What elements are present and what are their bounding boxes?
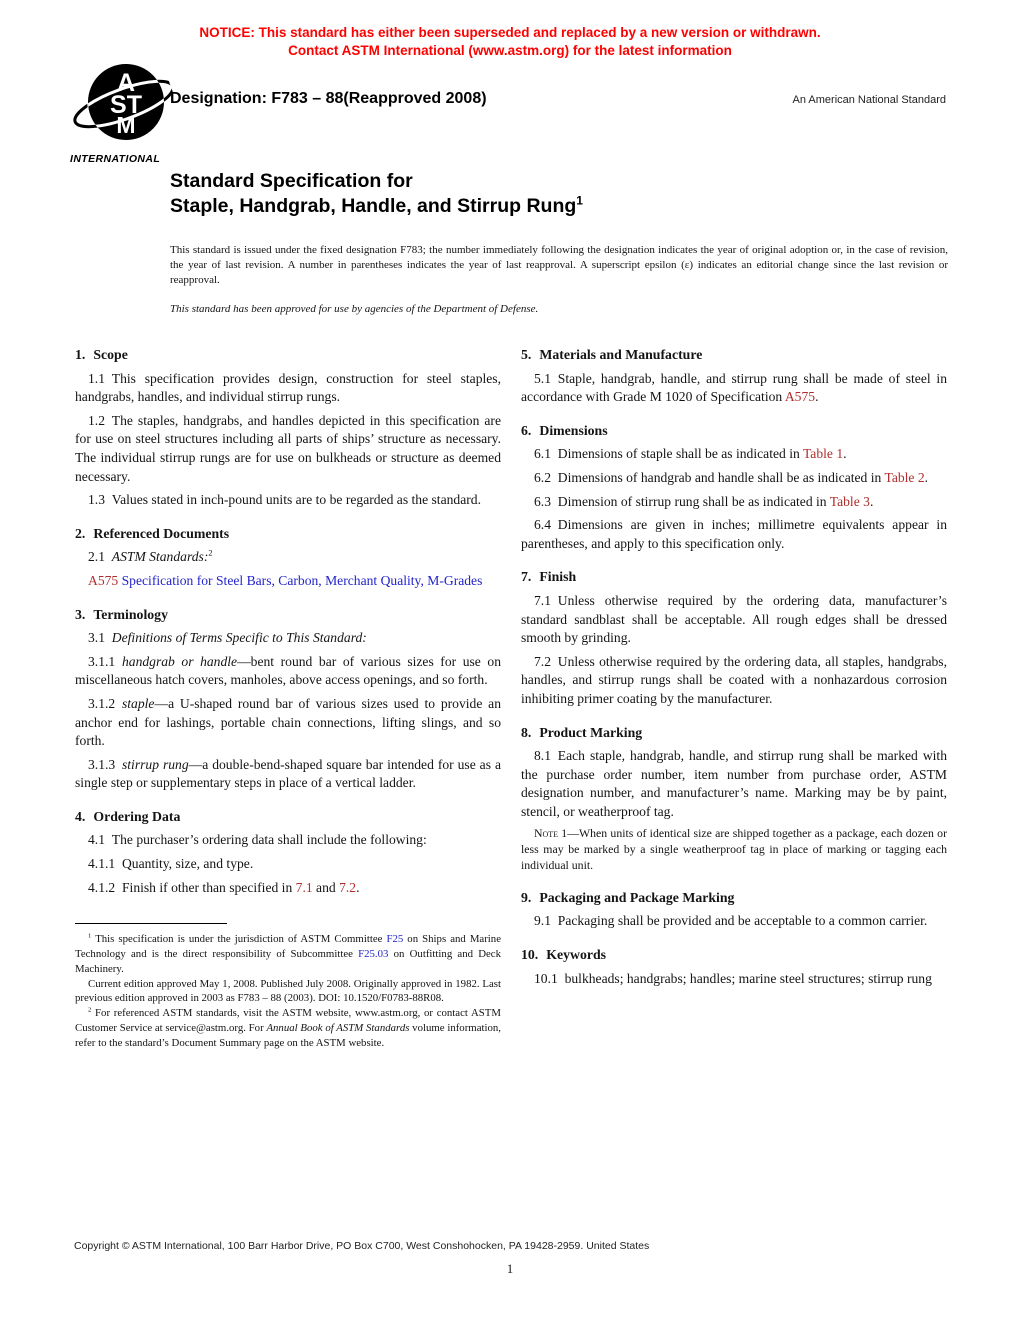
para-1-2: 1.2 The staples, handgrabs, and handles depicted in this specification are for use on steel structures including all parts of ships’ structure as necessary. The individual stirrup rungs are for use on bulkheads or structure as deemed necessary. xyxy=(75,412,501,484)
a575-standard-title[interactable]: Specification for Steel Bars, Carbon, Merchant Quality, M-Grades xyxy=(118,572,483,588)
section-7-title: Finish xyxy=(539,569,577,585)
section-5-heading xyxy=(521,346,947,365)
note-1-text: —When units of identical size are shipped together as a package, each dozen or less may be marked by a single weatherproof tag in place of marking or tagging each individual unit. xyxy=(521,826,947,873)
term-staple: staple xyxy=(121,695,155,711)
title-line2-text: Staple, Handgrab, Handle, and Stirrup Rung xyxy=(170,195,577,217)
referenced-standard-item xyxy=(75,572,501,591)
para-1-3: 1.3 Values stated in inch-pound units are to be regarded as the standard. xyxy=(88,492,481,508)
astm-logo-globe-icon xyxy=(70,60,174,152)
logo-letter-row2: ST xyxy=(110,91,142,119)
para-3-1-1-text: —bent round bar of various sizes for use on miscellaneous hatch covers, manholes, above access openings, and so forth. xyxy=(75,653,502,688)
para-3-1-1 xyxy=(75,653,501,690)
notice-line1: NOTICE: This standard has either been superseded and replaced by a new version or withdrawn. xyxy=(199,25,821,40)
section-6-title: Dimensions xyxy=(539,422,608,438)
para-5-1-end: . xyxy=(815,389,819,405)
section-10-number: 10. xyxy=(521,947,539,963)
title-footnote-marker: 1 xyxy=(576,193,584,208)
para-5-1 xyxy=(521,370,947,407)
section-3-title: Terminology xyxy=(93,606,168,622)
section-1-number: 1. xyxy=(75,347,86,362)
title-line2 xyxy=(170,194,583,219)
section-8-number: 8. xyxy=(521,724,532,740)
section-4-number: 4. xyxy=(75,808,86,824)
section-3-number: 3. xyxy=(75,606,86,622)
link-f25[interactable]: F25 xyxy=(386,933,404,946)
para-6-2-text: 6.2 Dimensions of handgrab and handle shall be as indicated in xyxy=(534,469,885,485)
para-4-1-2-end: . xyxy=(356,879,360,895)
para-3-1-italic: Definitions of Terms Specific to This Standard: xyxy=(111,630,367,646)
left-column xyxy=(75,346,501,1051)
link-table-2[interactable]: Table 2 xyxy=(884,469,925,485)
para-10-1: 10.1 bulkheads; handgrabs; handles; marine steel structures; stirrup rung xyxy=(534,970,932,986)
section-9-title: Packaging and Package Marking xyxy=(539,889,735,905)
para-9-1: 9.1 Packaging shall be provided and be acceptable to a common carrier. xyxy=(534,913,928,929)
para-3-1-2-text: —a U-shaped round bar of various sizes used to provide an anchor end for lashings, portable chain connections, lifting slings, and so forth. xyxy=(75,695,501,749)
footnotes-block xyxy=(75,932,501,1050)
para-7-2: 7.2 Unless otherwise required by the ordering data, all staples, handgrabs, handles, and stirrup rungs shall be coated with a nonhazardous corrosion inhibiting primer coating by the manufacturer. xyxy=(521,653,947,706)
footnote-2-post: volume information, refer to the standard’s Document Summary page on the ASTM website. xyxy=(75,1022,501,1049)
para-7-1: 7.1 Unless otherwise required by the ordering data, manufacturer’s standard sandblast shall be acceptable. All rough edges shall be dressed smooth by grinding. xyxy=(521,592,947,646)
para-2-1-footnote-marker: 2 xyxy=(208,547,213,558)
para-3-1-2-number: 3.1.2 xyxy=(88,695,122,711)
para-6-2-end: . xyxy=(924,469,929,485)
section-2-number: 2. xyxy=(75,525,86,541)
section-4-title: Ordering Data xyxy=(93,808,181,824)
para-2-1-italic: ASTM Standards: xyxy=(111,549,209,565)
document-title xyxy=(170,169,583,219)
two-column-body xyxy=(75,346,947,1051)
para-3-1-1-number: 3.1.1 xyxy=(88,653,122,669)
para-3-1 xyxy=(75,629,501,648)
para-2-1 xyxy=(75,548,501,567)
link-table-3[interactable]: Table 3 xyxy=(829,493,870,509)
logo-letter-row1: A xyxy=(116,69,136,97)
para-3-1-3-number: 3.1.3 xyxy=(88,756,122,772)
section-8-heading xyxy=(521,724,947,743)
para-6-3 xyxy=(521,493,947,512)
para-4-1-2-mid: and xyxy=(312,879,340,895)
national-standard-label: An American National Standard xyxy=(792,94,946,106)
section-6-heading xyxy=(521,422,947,441)
dod-approval-line: This standard has been approved for use by agencies of the Department of Defense. xyxy=(170,303,539,315)
section-1-title: Scope xyxy=(93,347,128,362)
para-3-1-3-text: —a double-bend-shaped square bar intended for use as a single step or supplementary steps in place of a vertical ladder. xyxy=(75,756,501,791)
para-3-1-2 xyxy=(75,695,501,751)
section-6-number: 6. xyxy=(521,422,532,438)
footnote-1-mid: on Ships and Marine Technology and is the direct responsibility of Subcommittee xyxy=(75,933,501,961)
right-column xyxy=(521,346,947,1051)
section-1-heading xyxy=(75,346,501,365)
section-9-heading xyxy=(521,889,947,908)
para-6-2 xyxy=(521,469,947,488)
astm-logo-caption: INTERNATIONAL xyxy=(70,153,161,165)
section-3-heading xyxy=(75,606,501,625)
section-10-title: Keywords xyxy=(546,947,607,963)
astm-logo xyxy=(70,60,180,165)
para-6-4: 6.4 Dimensions are given in inches; millimetre equivalents appear in parentheses, and apply to this specification only. xyxy=(521,517,947,551)
term-stirrup-rung: stirrup rung xyxy=(121,756,189,772)
note-1 xyxy=(521,826,947,873)
section-4-heading xyxy=(75,808,501,827)
footnote-1-marker: 1 xyxy=(88,932,92,940)
section-5-title: Materials and Manufacture xyxy=(539,347,703,362)
footnote-edition: Current edition approved May 1, 2008. Published July 2008. Originally approved in 1982. Last previous edition approved in 2003 as F783 – 88 (2003). DOI: 10.1520/F0783-88R08. xyxy=(75,977,501,1005)
page-number: 1 xyxy=(506,1262,514,1276)
para-6-1 xyxy=(521,445,947,464)
para-6-3-end: . xyxy=(869,493,874,509)
section-5-number: 5. xyxy=(521,347,532,362)
link-f25-03[interactable]: F25.03 xyxy=(358,948,389,961)
link-7-2[interactable]: 7.2 xyxy=(339,879,357,895)
para-3-1-3 xyxy=(75,756,501,793)
para-5-1-text: 5.1 Staple, handgrab, handle, and stirrup rung shall be made of steel in accordance with Grade M 1020 of Specification xyxy=(521,370,947,405)
link-a575[interactable]: A575 xyxy=(88,572,119,588)
footnote-2-pre: For referenced ASTM standards, visit the ASTM website, www.astm.org, or contact ASTM Customer Service at service@astm.org. For xyxy=(75,1007,501,1035)
para-3-1-number: 3.1 xyxy=(88,630,112,646)
term-handgrab: handgrab or handle xyxy=(121,653,238,669)
para-6-1-end: . xyxy=(843,446,847,462)
section-7-number: 7. xyxy=(521,569,532,585)
footnote-2-italic: Annual Book of ASTM Standards xyxy=(266,1022,410,1035)
issuance-paragraph: This standard is issued under the fixed designation F783; the number immediately following the designation indicates the year of original adoption or, in the case of revision, the year of last revision. A number in parentheses indicates the year of last reapproval. A superscript epsilon (ε) indicates an editorial change since the last revision or reapproval. xyxy=(170,244,948,286)
footnote-1 xyxy=(75,932,501,976)
footnote-divider xyxy=(75,923,227,924)
link-table-1[interactable]: Table 1 xyxy=(802,446,844,462)
link-a575-2[interactable]: A575 xyxy=(784,389,816,405)
footnote-2 xyxy=(75,1006,501,1050)
notice-line2: Contact ASTM International (www.astm.org) for the latest information xyxy=(288,42,732,58)
section-10-heading xyxy=(521,946,947,965)
para-8-1: 8.1 Each staple, handgrab, handle, and stirrup rung shall be marked with the purchase order number, item number from purchase order, ASTM designation number, and manufacturer’s name. Marking may be by paint, stencil, or weatherproof tag. xyxy=(521,748,947,819)
footnote-1-post: on Outfitting and Deck Machinery. xyxy=(75,948,501,975)
para-4-1-1: 4.1.1 Quantity, size, and type. xyxy=(88,856,254,872)
para-4-1: 4.1 The purchaser’s ordering data shall include the following: xyxy=(88,832,427,848)
logo-letter-row3: M xyxy=(116,112,136,138)
section-2-heading xyxy=(75,525,501,544)
para-6-3-text: 6.3 Dimension of stirrup rung shall be as indicated in xyxy=(534,493,830,509)
link-7-1[interactable]: 7.1 xyxy=(295,879,313,895)
copyright-line: Copyright © ASTM International, 100 Barr Harbor Drive, PO Box C700, West Conshohocken, PA 19428-2959. United States xyxy=(74,1240,650,1252)
para-2-1-number: 2.1 xyxy=(88,549,112,565)
footnote-1-pre: This specification is under the jurisdiction of ASTM Committee xyxy=(91,933,387,946)
title-line1: Standard Specification for xyxy=(170,170,413,192)
para-6-1-text: 6.1 Dimensions of staple shall be as indicated in xyxy=(534,446,803,462)
section-9-number: 9. xyxy=(521,889,532,905)
supersession-notice xyxy=(0,24,1020,59)
para-1-1: 1.1 This specification provides design, construction for steel staples, handgrabs, handles, and individual stirrup rungs. xyxy=(75,370,501,405)
note-1-label: Note 1 xyxy=(534,826,568,841)
section-2-title: Referenced Documents xyxy=(93,525,230,541)
para-4-1-2 xyxy=(75,879,501,898)
footnote-2-marker: 2 xyxy=(88,1006,92,1014)
designation-line: Designation: F783 – 88(Reapproved 2008) xyxy=(170,90,487,107)
section-8-title: Product Marking xyxy=(539,724,643,740)
section-7-heading xyxy=(521,568,947,587)
para-4-1-2-text: 4.1.2 Finish if other than specified in xyxy=(88,879,296,895)
